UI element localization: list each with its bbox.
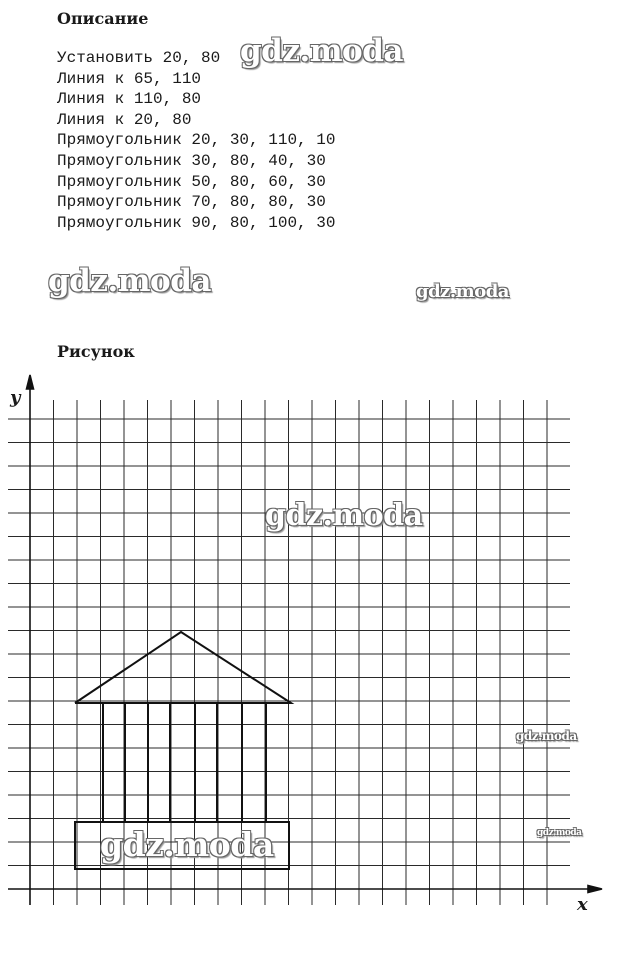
column-rectangle — [242, 703, 266, 822]
column-rectangle — [195, 703, 217, 822]
watermark: gdz.moda — [240, 33, 403, 69]
x-axis-label: x — [577, 894, 588, 915]
watermark: gdz.moda — [537, 828, 582, 838]
column-rectangle — [148, 703, 170, 822]
description-line: Прямоугольник 70, 80, 80, 30 — [57, 193, 326, 212]
x-axis-arrow — [588, 886, 602, 893]
column-rectangle — [103, 703, 125, 822]
watermark: gdz.moda — [100, 825, 274, 864]
watermark: gdz.moda — [416, 281, 509, 302]
description-line: Линия к 110, 80 — [57, 90, 202, 109]
description-line: Прямоугольник 30, 80, 40, 30 — [57, 151, 326, 170]
roof-line — [75, 632, 291, 703]
description-line: Прямоугольник 20, 30, 110, 10 — [57, 131, 336, 150]
description-line: Линия к 20, 80 — [57, 110, 192, 129]
watermark: gdz.moda — [265, 498, 423, 533]
description-line: Прямоугольник 90, 80, 100, 30 — [57, 213, 336, 232]
watermark: gdz.moda — [48, 263, 211, 299]
description-line: Прямоугольник 50, 80, 60, 30 — [57, 172, 326, 191]
description-line: Установить 20, 80 — [57, 49, 221, 67]
description-heading: Описание — [57, 9, 149, 28]
y-axis-label: y — [10, 387, 21, 408]
description-line: Линия к 65, 110 — [57, 69, 202, 88]
axes — [8, 375, 602, 905]
watermark: gdz.moda — [516, 729, 577, 743]
figure-heading: Рисунок — [57, 342, 135, 361]
y-axis-arrow — [27, 375, 34, 389]
